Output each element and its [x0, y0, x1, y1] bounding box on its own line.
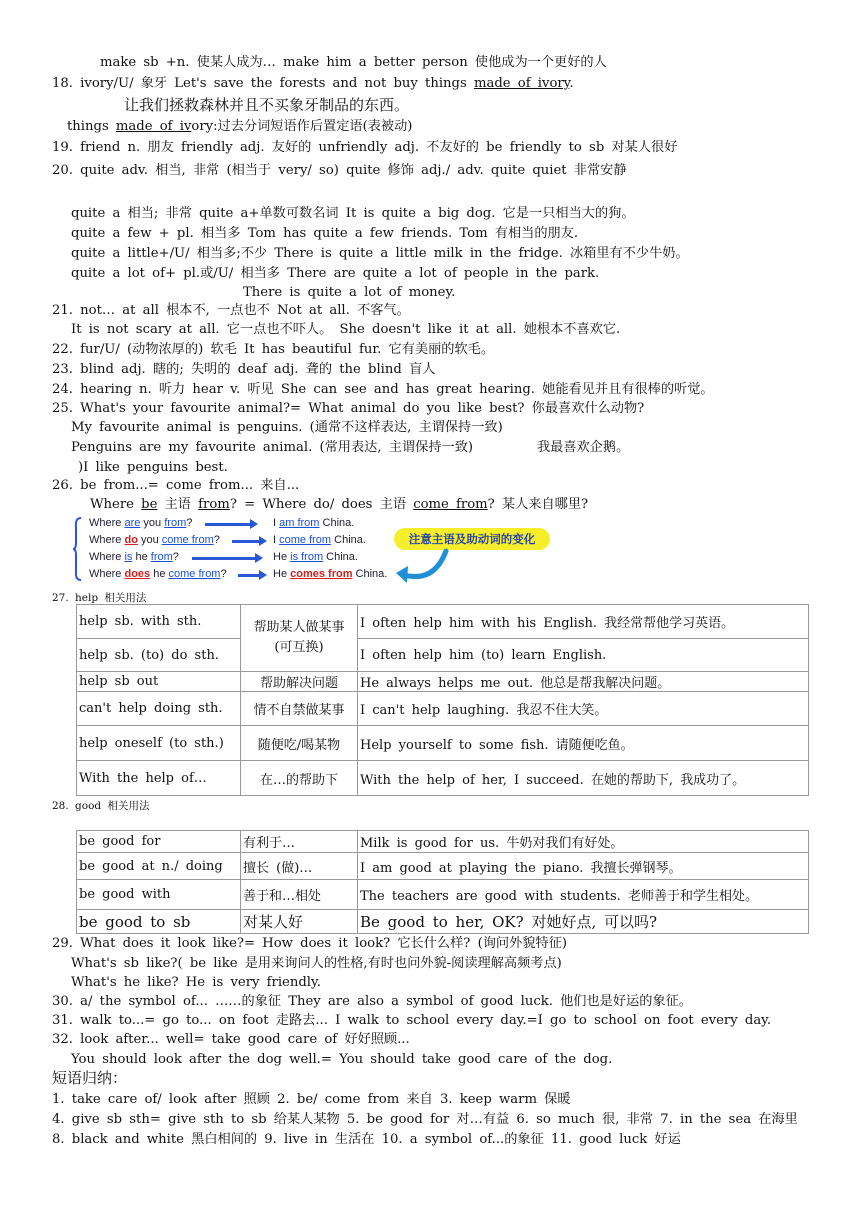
table-row [77, 605, 809, 639]
where-from-diagram [72, 515, 562, 585]
good-phrase: be good with [77, 880, 241, 910]
line-quite-a-little: quite a little+/U/ 相当多;不少 There is quite a little milk in the fridge. 冰箱里有不少牛奶。 [71, 246, 689, 261]
line-penguins: Penguins are my favourite animal. (常用表达, 主谓保持一致) [71, 440, 474, 455]
curved-arrow-icon [394, 545, 452, 585]
line-22-fur: 22. fur/U/ (动物浓厚的) 软毛 It has beautiful fur. 它有美丽的软毛。 [52, 342, 495, 357]
help-phrase: can't help doing sth. [77, 692, 241, 726]
line-24-hearing: 24. hearing n. 听力 hear v. 听见 She can see and has great hearing. 她能看见并且有很棒的听觉。 [52, 382, 714, 397]
good-phrase: be good for [77, 831, 241, 853]
help-phrase: With the help of… [77, 761, 241, 796]
arrow-icon [205, 523, 251, 526]
line-make-sb: make sb +n. 使某人成为… make him a better person 使他成为一个更好的人 [100, 55, 607, 70]
good-meaning: 有利于… [241, 831, 358, 853]
phrase-summary-2: 4. give sb sth= give sth to sb 给某人某物 5. be good for 对…有益 6. so much 很, 非常 7. in the sea 在海里 [52, 1112, 798, 1127]
good-meaning: 对某人好 [241, 910, 358, 934]
line-23-blind: 23. blind adj. 瞎的; 失明的 deaf adj. 聋的 the blind 盲人 [52, 362, 436, 377]
line-29-look-like: 29. What does it look like?= How does it look? 它长什么样? (询问外貌特征) [52, 936, 567, 951]
good-meaning: 善于和…相处 [241, 880, 358, 910]
line-26-be-from: 26. be from...= come from... 来自... [52, 478, 300, 493]
help-meaning: 情不自禁做某事 [241, 692, 358, 726]
diagram-question-4: Where does he come from? [89, 568, 227, 580]
help-example: I often help him with his English. 我经常帮他学习英语。 [358, 605, 809, 639]
help-example: I can't help laughing. 我忍不住大笑。 [358, 692, 809, 726]
line-30-symbol: 30. a/ the symbol of... ……的象征 They are also a symbol of good luck. 他们也是好运的象征。 [52, 994, 692, 1009]
line-look-after-example: You should look after the dog well.= You should take good care of the dog. [71, 1052, 613, 1067]
diagram-answer-4: He comes from China. [273, 568, 388, 580]
arrow-icon [232, 540, 260, 543]
section-28-title: 28. good 相关用法 [52, 800, 150, 812]
table-row [77, 639, 809, 672]
diagram-question-1: Where are you from? [89, 517, 193, 529]
help-example: I often help him (to) learn English. [358, 639, 809, 672]
good-table [76, 830, 809, 934]
help-example: Help yourself to some fish. 请随便吃鱼。 [358, 726, 809, 761]
line-31-walk: 31. walk to...= go to... on foot 走路去... I walk to school every day.=I go to school on foot every day. [52, 1013, 772, 1028]
help-meaning: 随便吃/喝某物 [241, 726, 358, 761]
line-32-look-after: 32. look after... well= take good care of 好好照顾... [52, 1032, 410, 1047]
diagram-question-2: Where do you come from? [89, 534, 220, 546]
line-like-penguins: )I like penguins best. [78, 460, 228, 475]
brace-icon [72, 517, 82, 581]
diagram-answer-3: He is from China. [273, 551, 358, 563]
phrase-summary-3: 8. black and white 黑白相间的 9. live in 生活在 10. a symbol of...的象征 11. good luck 好运 [52, 1132, 681, 1147]
diagram-answer-2: I come from China. [273, 534, 366, 546]
good-meaning: 擅长 (做)… [241, 853, 358, 880]
arrow-icon [192, 557, 256, 560]
phrase-summary-title: 短语归纳： [52, 1069, 128, 1087]
help-table [76, 604, 809, 796]
help-example: He always helps me out. 他总是帮我解决问题。 [358, 672, 809, 692]
line-19-friend: 19. friend n. 朋友 friendly adj. 友好的 unfriendly adj. 不友好的 be friendly to sb 对某人很好 [52, 140, 678, 155]
line-25-favourite: 25. What's your favourite animal?= What animal do you like best? 你最喜欢什么动物? [52, 401, 645, 416]
help-phrase: help sb. with sth. [77, 605, 241, 639]
diagram-note: 注意主语及助动词的变化 [394, 528, 550, 550]
table-row [77, 831, 809, 853]
help-meaning-merged: 帮助某人做某事 (可互换) [241, 605, 358, 672]
good-phrase: be good at n./ doing [77, 853, 241, 880]
line-20-quite: 20. quite adv. 相当, 非常 (相当于 very/ so) quite 修饰 adj./ adv. quite quiet 非常安静 [52, 163, 627, 178]
good-example: Be good to her, OK? 对她好点, 可以吗? [358, 910, 809, 934]
help-meaning: 帮助解决问题 [241, 672, 358, 692]
line-ivory-translation: 让我们拯救森林并且不买象牙制品的东西。 [124, 96, 410, 114]
table-row [77, 880, 809, 910]
help-meaning: 在…的帮助下 [241, 761, 358, 796]
line-quite-a-lot-money: There is quite a lot of money. [243, 285, 456, 300]
good-phrase: be good to sb [77, 910, 241, 934]
line-where-be-from: Where be 主语 from? = Where do/ does 主语 come from? 某人来自哪里? [90, 497, 589, 512]
line-quite-a: quite a 相当; 非常 quite a+单数可数名词 It is quite a big dog. 它是一只相当大的狗。 [71, 206, 635, 221]
good-example: I am good at playing the piano. 我擅长弹钢琴。 [358, 853, 809, 880]
good-example: The teachers are good with students. 老师善于和学生相处。 [358, 880, 809, 910]
line-not-scary: It is not scary at all. 它一点也不吓人。 She doesn't like it at all. 她根本不喜欢它. [71, 322, 621, 337]
line-penguins-translation: 我最喜欢企鹅。 [537, 440, 630, 455]
line-quite-a-few: quite a few + pl. 相当多 Tom has quite a few friends. Tom 有相当的朋友. [71, 226, 579, 241]
table-row [77, 761, 809, 796]
line-21-not-at-all: 21. not… at all 根本不, 一点也不 Not at all. 不客气。 [52, 303, 410, 318]
help-phrase: help oneself (to sth.) [77, 726, 241, 761]
table-row [77, 726, 809, 761]
table-row [77, 910, 809, 934]
good-example: Milk is good for us. 牛奶对我们有好处。 [358, 831, 809, 853]
diagram-answer-1: I am from China. [273, 517, 355, 529]
help-phrase: help sb out [77, 672, 241, 692]
arrow-icon [238, 574, 260, 577]
line-sb-like: What's sb like?( be like 是用来询问人的性格,有时也问外貌-阅读理解高频考点) [71, 956, 562, 971]
table-row [77, 672, 809, 692]
help-example: With the help of her, I succeed. 在她的帮助下, 我成功了。 [358, 761, 809, 796]
line-18-ivory: 18. ivory/U/ 象牙 Let's save the forests and not buy things made of ivory. [52, 76, 574, 91]
help-phrase: help sb. (to) do sth. [77, 639, 241, 672]
phrase-summary-1: 1. take care of/ look after 照顾 2. be/ come from 来自 3. keep warm 保暖 [52, 1092, 571, 1107]
diagram-question-3: Where is he from? [89, 551, 179, 563]
section-27-title: 27. help 相关用法 [52, 592, 147, 604]
line-quite-a-lot: quite a lot of+ pl.或/U/ 相当多 There are quite a lot of people in the park. [71, 266, 600, 281]
table-row [77, 692, 809, 726]
line-he-like: What's he like? He is very friendly. [71, 975, 321, 990]
line-made-of-ivory: things made of ivory:过去分词短语作后置定语(表被动) [67, 119, 413, 134]
table-row [77, 853, 809, 880]
line-my-favourite: My favourite animal is penguins. (通常不这样表达, 主谓保持一致) [71, 420, 503, 435]
